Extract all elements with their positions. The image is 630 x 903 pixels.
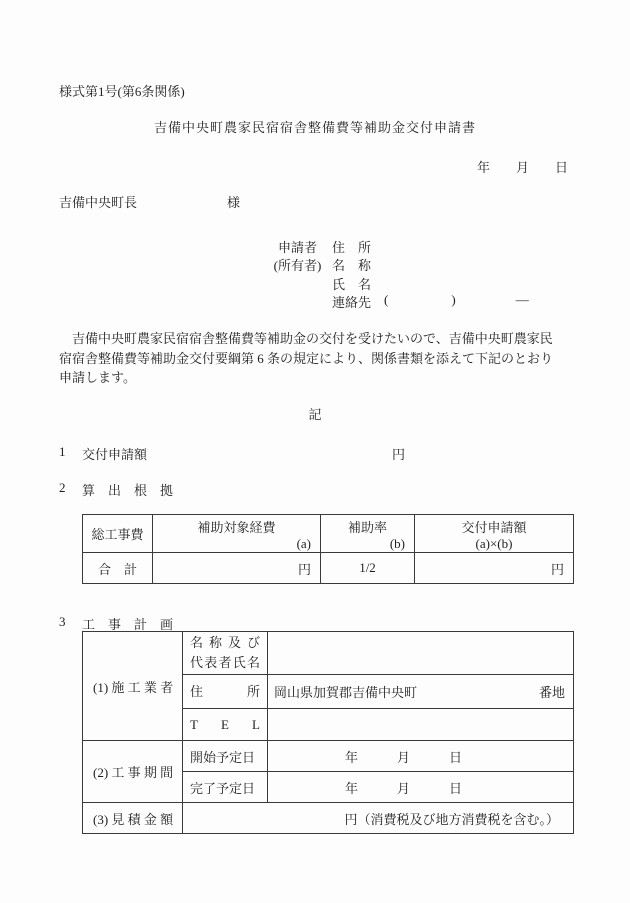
addressee-honorific: 様 bbox=[227, 195, 241, 210]
plan-address-prefix: 岡山県加賀郡吉備中央町 bbox=[274, 685, 418, 700]
calc-header-rate: 補助率 (b) bbox=[321, 515, 415, 553]
calc-basis-table bbox=[82, 514, 574, 584]
section-1-number: 1 bbox=[59, 444, 66, 459]
applicant-address-field: 住 所 bbox=[332, 240, 372, 255]
plan-value-end-date: 年 月 日 bbox=[268, 772, 574, 803]
plan-value-start-date: 年 月 日 bbox=[268, 741, 574, 772]
applicant-row-contact bbox=[263, 292, 529, 311]
plan-address-suffix: 番地 bbox=[538, 685, 565, 700]
plan-label-end-date: 完了予定日 bbox=[183, 772, 268, 803]
applicant-row-address bbox=[263, 237, 371, 256]
section-2-label: 算 出 根 拠 bbox=[82, 483, 174, 498]
owner-label: (所有者) bbox=[273, 258, 322, 273]
section-1-label: 交付申請額 bbox=[82, 447, 148, 462]
calc-header-rate-sub: (b) bbox=[389, 535, 405, 551]
contact-paren-close: ) bbox=[451, 292, 456, 307]
plan-value-address bbox=[268, 675, 574, 709]
calc-total-row bbox=[83, 553, 574, 584]
plan-row-estimate bbox=[83, 803, 574, 834]
plan-label-name-rep: 名 称 及 び 代 表 者 氏 名 bbox=[183, 632, 268, 675]
form-number: 様式第1号(第6条関係) bbox=[59, 84, 185, 99]
calc-total-label: 合 計 bbox=[83, 553, 153, 584]
section-3-number: 3 bbox=[59, 614, 66, 629]
plan-value-estimate: 円（消費税及び地方消費税を含む。） bbox=[183, 803, 574, 834]
plan-value-tel bbox=[268, 709, 574, 741]
calc-header-amount: 交付申請額 (a)×(b) bbox=[415, 515, 574, 553]
applicant-row-person bbox=[263, 274, 371, 293]
body-paragraph bbox=[59, 329, 575, 388]
plan-group-contractor: (1) 施 工 業 者 bbox=[83, 632, 183, 741]
plan-label-start-date: 開始予定日 bbox=[183, 741, 268, 772]
plan-label-tel: T E L bbox=[183, 709, 268, 741]
plan-value-name-rep bbox=[268, 632, 574, 675]
applicant-person-field: 氏 名 bbox=[332, 277, 372, 292]
plan-row-start-date bbox=[83, 741, 574, 772]
applicant-row-name bbox=[263, 255, 371, 274]
calc-rate-cell: 1/2 bbox=[321, 553, 415, 584]
date-line: 年 月 日 bbox=[477, 160, 569, 175]
section-1-unit: 円 bbox=[392, 447, 406, 462]
record-mark: 記 bbox=[308, 407, 322, 422]
applicant-contact-field: 連絡先 bbox=[332, 295, 372, 310]
body-line-1: 吉備中央町農家民宿宿舎整備費等補助金の交付を受けたいので、吉備中央町農家民 bbox=[59, 331, 553, 346]
plan-row-contractor-name bbox=[83, 632, 574, 675]
body-line-2: 宿宿舎整備費等補助金交付要綱第 6 条の規定により、関係書類を添えて下記のとおり bbox=[59, 350, 554, 366]
applicant-name-field: 名 称 bbox=[332, 258, 372, 273]
document-title: 吉備中央町農家民宿宿舎整備費等補助金交付申請書 bbox=[153, 120, 476, 135]
applicant-label: 申請者 bbox=[277, 240, 317, 255]
calc-header-total: 総工事費 bbox=[83, 515, 153, 553]
plan-group-period: (2) 工 事 期 間 bbox=[83, 741, 183, 803]
calc-header-row bbox=[83, 515, 574, 553]
addressee-name: 吉備中央町長 bbox=[59, 195, 138, 210]
calc-header-amount-sub: (a)×(b) bbox=[475, 535, 513, 551]
plan-label-address: 住 所 bbox=[183, 675, 268, 709]
section-2-number: 2 bbox=[59, 480, 66, 495]
addressee-line bbox=[59, 192, 240, 211]
calc-header-expense-sub: (a) bbox=[296, 535, 311, 551]
section-3-label: 工 事 計 画 bbox=[82, 617, 174, 632]
calc-header-expense: 補助対象経費 (a) bbox=[153, 515, 321, 553]
construction-plan-table bbox=[82, 631, 574, 834]
body-line-3: 申請します。 bbox=[59, 370, 136, 385]
contact-paren-open: ( bbox=[384, 292, 389, 307]
plan-label-estimate: (3) 見 積 金 額 bbox=[83, 803, 183, 834]
calc-amount-cell: 円 bbox=[415, 553, 574, 584]
contact-dash: ― bbox=[515, 292, 529, 307]
calc-expense-cell: 円 bbox=[153, 553, 321, 584]
